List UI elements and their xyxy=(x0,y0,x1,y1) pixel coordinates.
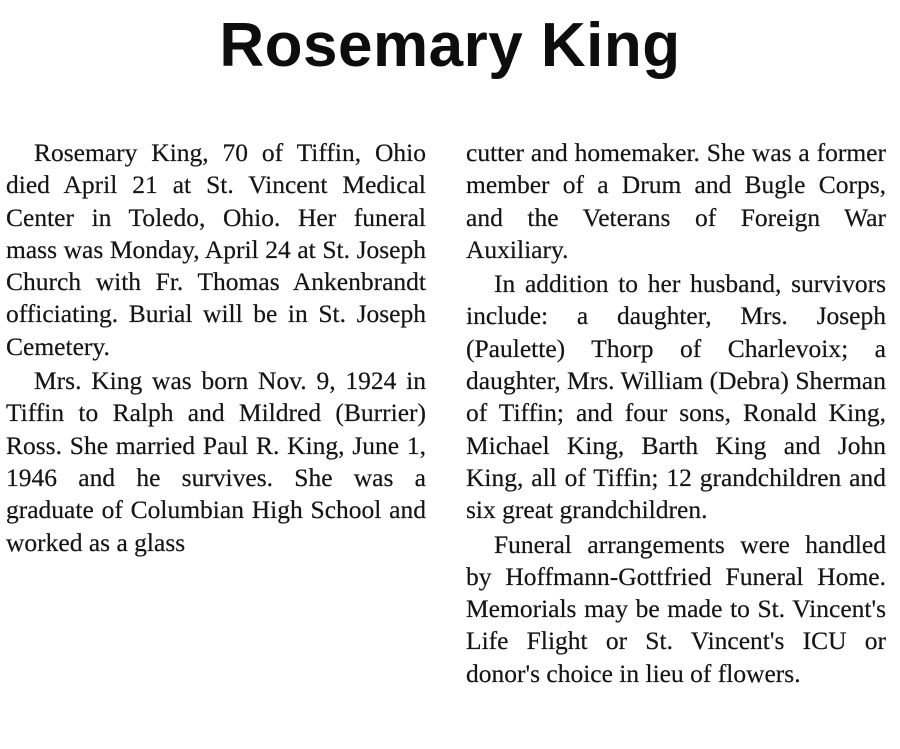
paragraph-biography-start: Mrs. King was born Nov. 9, 1924 in Tiffin to Ralph and Mildred (Burrier) Ross. She married Paul R. King, June 1, 1946 and he survives. She was a graduate of Columbian High School and worked as a glass xyxy=(6,366,426,557)
paragraph-arrangements: Funeral arrangements were handled by Hoffmann-Gottfried Funeral Home. Memorials may be made to St. Vincent's Life Flight or St. Vincent's ICU or donor's choice in lieu of flowers. xyxy=(466,529,886,688)
obituary-headline: Rosemary King xyxy=(219,11,681,80)
left-text-column xyxy=(6,137,426,559)
paragraph-death-notice: Rosemary King, 70 of Tiffin, Ohio died April 21 at St. Vincent Medical Center in Toledo, Ohio. Her funeral mass was Monday, April 24 at St. Joseph Church with Fr. Thomas Ankenbrandt officiating. Burial will be in St. Joseph Cemetery. xyxy=(6,138,426,361)
paragraph-biography-continued: cutter and homemaker. She was a former member of a Drum and Bugle Corps, and the Veterans of Foreign War Auxiliary. xyxy=(466,138,886,264)
right-text-column xyxy=(466,137,886,690)
paragraph-survivors: In addition to her husband, survivors include: a daughter, Mrs. Joseph (Paulette) Thorp of Charlevoix; a daughter, Mrs. William (Debra) Sherman of Tiffin; and four sons, Ronald King, Michael King, Barth King and John King, all of Tiffin; 12 grandchildren and six great grandchildren. xyxy=(466,269,886,525)
